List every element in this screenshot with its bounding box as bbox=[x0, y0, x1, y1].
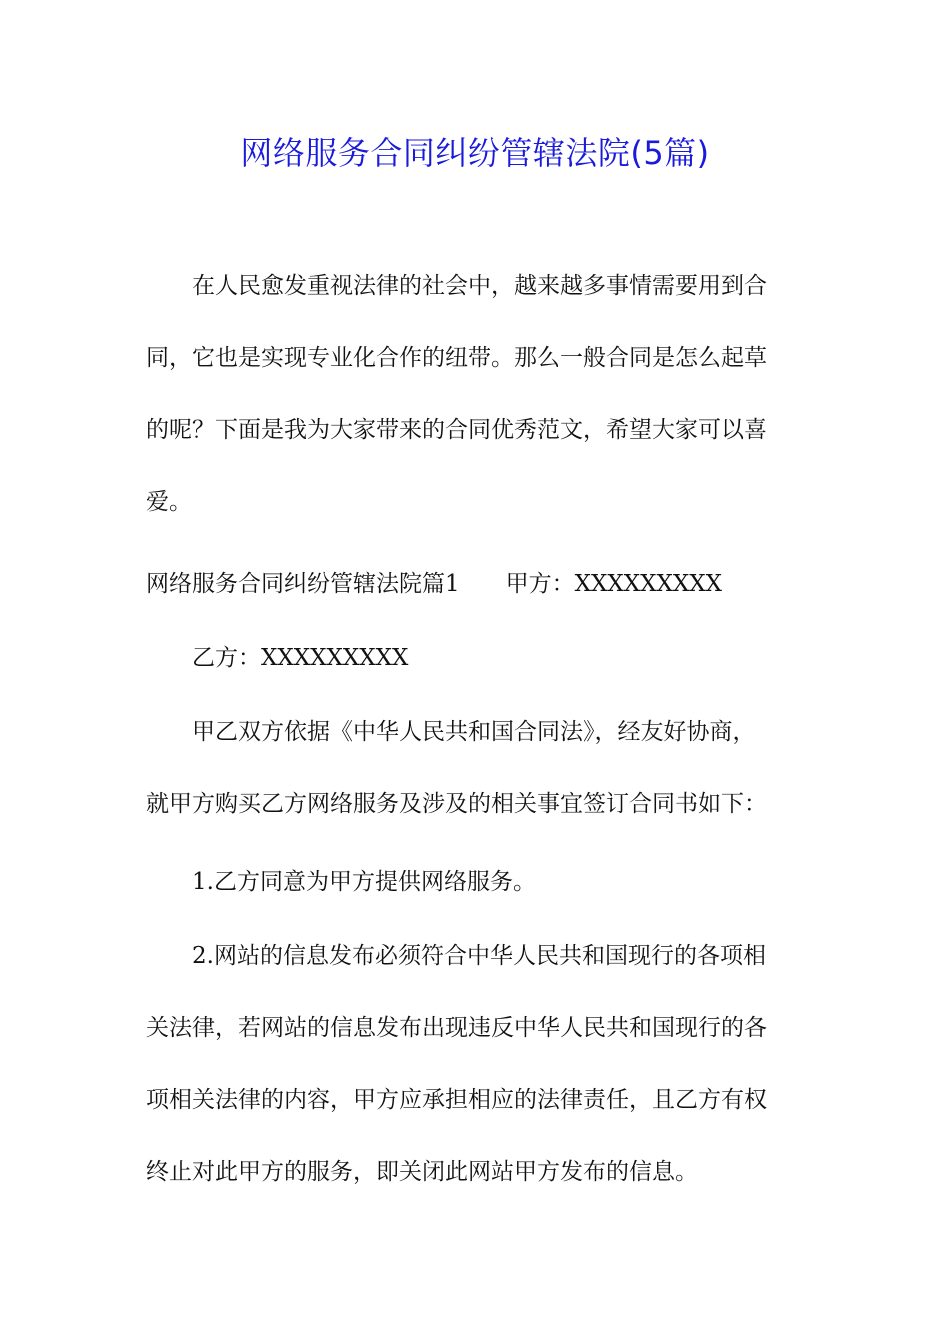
party-a: 甲方：XXXXXXXXX bbox=[505, 571, 723, 597]
document-title: 网络服务合同纠纷管辖法院(5篇) bbox=[240, 134, 710, 172]
clause-2-line-4: 终止对此甲方的服务，即关闭此网站甲方发布的信息。 bbox=[146, 1159, 698, 1185]
intro-line-4: 爱。 bbox=[146, 489, 192, 515]
intro-line-2: 同，它也是实现专业化合作的纽带。那么一般合同是怎么起草 bbox=[146, 345, 767, 371]
intro-line-1: 在人民愈发重视法律的社会中，越来越多事情需要用到合 bbox=[192, 273, 767, 299]
clause-2-line-1: 2.网站的信息发布必须符合中华人民共和国现行的各项相 bbox=[192, 943, 766, 969]
party-b-paragraph bbox=[146, 622, 806, 694]
basis-line-1: 甲乙双方依据《中华人民共和国合同法》，经友好协商， bbox=[192, 719, 756, 745]
clause-1: 1.乙方同意为甲方提供网络服务。 bbox=[192, 869, 536, 895]
clause-2-line-2: 关法律，若网站的信息发布出现违反中华人民共和国现行的各 bbox=[146, 1015, 767, 1041]
intro-paragraph bbox=[146, 250, 806, 538]
clause-2-paragraph bbox=[146, 920, 806, 1208]
section-heading: 网络服务合同纠纷管辖法院篇1 bbox=[146, 571, 460, 597]
intro-line-3: 的呢？下面是我为大家带来的合同优秀范文，希望大家可以喜 bbox=[146, 417, 767, 443]
clause-2-line-3: 项相关法律的内容，甲方应承担相应的法律责任，且乙方有权 bbox=[146, 1087, 767, 1113]
basis-paragraph bbox=[146, 696, 806, 840]
section-heading-row bbox=[146, 548, 722, 620]
party-b: 乙方：XXXXXXXXX bbox=[192, 645, 409, 671]
clause-1-paragraph bbox=[146, 846, 806, 918]
basis-line-2: 就甲方购买乙方网络服务及涉及的相关事宜签订合同书如下： bbox=[146, 791, 767, 817]
